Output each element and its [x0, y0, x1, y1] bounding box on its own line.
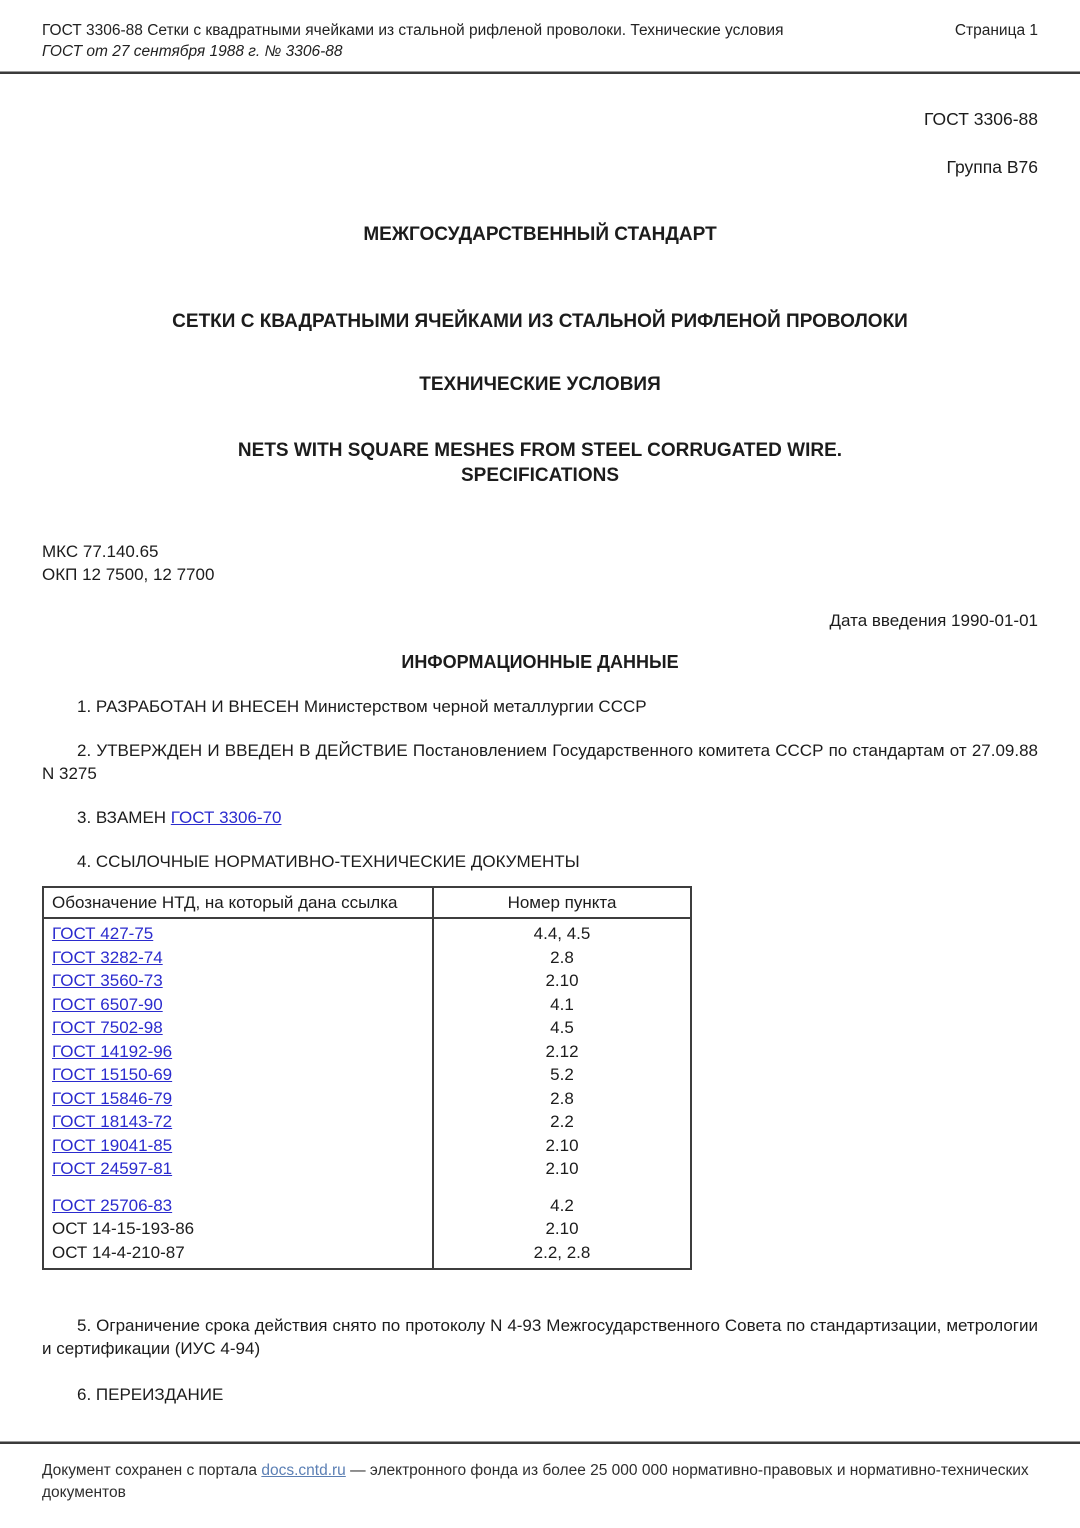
header-doc-subtitle: ГОСТ от 27 сентября 1988 г. № 3306-88	[42, 43, 343, 60]
info-item-1: 1. РАЗРАБОТАН И ВНЕСЕН Министерством черной металлургии СССР	[77, 697, 647, 716]
ntd-table-body	[43, 918, 691, 1269]
ost-document-label: ОСТ 14-4-210-87	[52, 1242, 185, 1262]
okp-code: ОКП 12 7500, 12 7700	[42, 565, 215, 584]
clause-cell: 4.2	[550, 1195, 574, 1215]
designation-cell	[43, 1134, 433, 1158]
standard-type-heading: МЕЖГОСУДАРСТВЕННЫЙ СТАНДАРТ	[363, 224, 717, 245]
gost-document-link[interactable]: ГОСТ 6507-90	[52, 994, 163, 1014]
gost-document-link[interactable]: ГОСТ 15846-79	[52, 1088, 173, 1108]
clause-cell: 2.10	[545, 1219, 579, 1238]
header-divider	[0, 71, 1080, 74]
gost-document-link[interactable]: ГОСТ 14192-96	[52, 1041, 173, 1061]
designation-cell	[43, 946, 433, 970]
info-item-3	[42, 806, 1038, 829]
table-row	[43, 1087, 691, 1111]
info-item-3-text: 3. ВЗАМЕН	[77, 808, 171, 827]
ost-document-label: ОСТ 14-15-193-86	[52, 1219, 195, 1238]
clause-cell: 4.5	[550, 1018, 574, 1037]
page-footer	[0, 1441, 1080, 1528]
table-row	[43, 969, 691, 993]
designation-cell	[43, 918, 433, 946]
table-row	[43, 1063, 691, 1087]
info-item-6: 6. ПЕРЕИЗДАНИЕ	[77, 1385, 224, 1404]
footer-note-suffix: — электронного фонда из более 25 000 000 нормативно-правовых и нормативно-технических документов	[42, 1462, 1029, 1501]
table-row	[43, 1016, 691, 1040]
clause-cell: 2.2, 2.8	[533, 1242, 591, 1262]
table-row	[43, 1217, 691, 1241]
designation-cell	[43, 1110, 433, 1134]
info-item-5: 5. Ограничение срока действия снято по протоколу N 4-93 Межгосударственного Совета по стандартизации, метрологии и сертификации (ИУС 4-94)	[42, 1316, 1038, 1358]
clause-cell: 2.8	[550, 1088, 574, 1108]
document-body	[0, 108, 1080, 1406]
info-item-2: 2. УТВЕРЖДЕН И ВВЕДЕН В ДЕЙСТВИЕ Постановлением Государственного комитета СССР по стандартам от 27.09.88 N 3275	[42, 741, 1038, 783]
reference-documents-table	[42, 886, 692, 1270]
gost-document-link[interactable]: ГОСТ 25706-83	[52, 1195, 173, 1215]
designation-cell	[43, 1217, 433, 1241]
table-row	[43, 1110, 691, 1134]
col-header-designation: Обозначение НТД, на который дана ссылка	[43, 887, 433, 918]
designation-cell	[43, 1016, 433, 1040]
header-doc-title: ГОСТ 3306-88 Сетки с квадратными ячейками из стальной рифленой проволоки. Технические условия	[42, 22, 784, 39]
table-row	[43, 918, 691, 946]
clause-cell: 2.12	[545, 1041, 579, 1061]
table-row	[43, 993, 691, 1017]
info-data-heading: ИНФОРМАЦИОННЫЕ ДАННЫЕ	[401, 652, 679, 672]
table-header	[43, 887, 691, 918]
table-header-row	[43, 887, 691, 918]
clause-cell: 2.10	[545, 1159, 579, 1178]
mks-code: МКС 77.140.65	[42, 542, 159, 561]
gost-3306-70-link[interactable]: ГОСТ 3306-70	[170, 808, 282, 827]
page-number-label: Страница 1	[954, 22, 1038, 39]
gost-document-link[interactable]: ГОСТ 3282-74	[52, 947, 163, 967]
title-english-line1: NETS WITH SQUARE MESHES FROM STEEL CORRUGATED WIRE.	[237, 440, 843, 461]
footer-note	[0, 1444, 1080, 1528]
table-row	[43, 1241, 691, 1270]
doc-group: Группа В76	[946, 157, 1038, 177]
clause-cell: 2.2	[550, 1112, 574, 1131]
designation-cell	[43, 969, 433, 993]
table-row	[43, 946, 691, 970]
designation-cell	[43, 1157, 433, 1181]
gost-document-link[interactable]: ГОСТ 3560-73	[52, 971, 163, 990]
col-header-clause: Номер пункта	[433, 887, 691, 918]
header-left	[42, 20, 783, 62]
gost-document-link[interactable]: ГОСТ 427-75	[52, 924, 154, 943]
footer-note-prefix: Документ сохранен с портала	[42, 1462, 262, 1479]
classification-codes	[42, 540, 1038, 586]
clause-cell: 2.10	[545, 1135, 579, 1155]
clause-cell: 4.1	[550, 994, 574, 1014]
page-header	[0, 0, 1080, 62]
designation-cell	[43, 1181, 433, 1218]
designation-cell	[43, 1063, 433, 1087]
table-row	[43, 1157, 691, 1181]
title-russian: СЕТКИ С КВАДРАТНЫМИ ЯЧЕЙКАМИ ИЗ СТАЛЬНОЙ РИФЛЕНОЙ ПРОВОЛОКИ	[172, 311, 908, 332]
clause-cell: 4.4, 4.5	[533, 924, 591, 943]
gost-document-link[interactable]: ГОСТ 18143-72	[52, 1112, 173, 1131]
table-row	[43, 1040, 691, 1064]
gost-document-link[interactable]: ГОСТ 7502-98	[52, 1018, 163, 1037]
designation-cell	[43, 1241, 433, 1270]
subtitle-russian: ТЕХНИЧЕСКИЕ УСЛОВИЯ	[419, 374, 661, 395]
doc-code: ГОСТ 3306-88	[924, 109, 1038, 129]
info-item-4: 4. ССЫЛОЧНЫЕ НОРМАТИВНО-ТЕХНИЧЕСКИЕ ДОКУМЕНТЫ	[77, 852, 580, 871]
gost-document-link[interactable]: ГОСТ 24597-81	[52, 1159, 173, 1178]
title-english	[42, 438, 1038, 488]
clause-cell: 2.10	[545, 971, 579, 990]
clause-cell: 5.2	[550, 1065, 574, 1084]
clause-cell: 2.8	[550, 947, 574, 967]
gost-document-link[interactable]: ГОСТ 15150-69	[52, 1065, 173, 1084]
gost-document-link[interactable]: ГОСТ 19041-85	[52, 1135, 173, 1155]
docs-cntd-link[interactable]: docs.cntd.ru	[261, 1462, 346, 1479]
table-row	[43, 1134, 691, 1158]
introduction-date: Дата введения 1990-01-01	[829, 611, 1038, 630]
designation-cell	[43, 1040, 433, 1064]
title-english-line2: SPECIFICATIONS	[461, 465, 619, 486]
table-row	[43, 1181, 691, 1218]
designation-cell	[43, 1087, 433, 1111]
designation-cell	[43, 993, 433, 1017]
